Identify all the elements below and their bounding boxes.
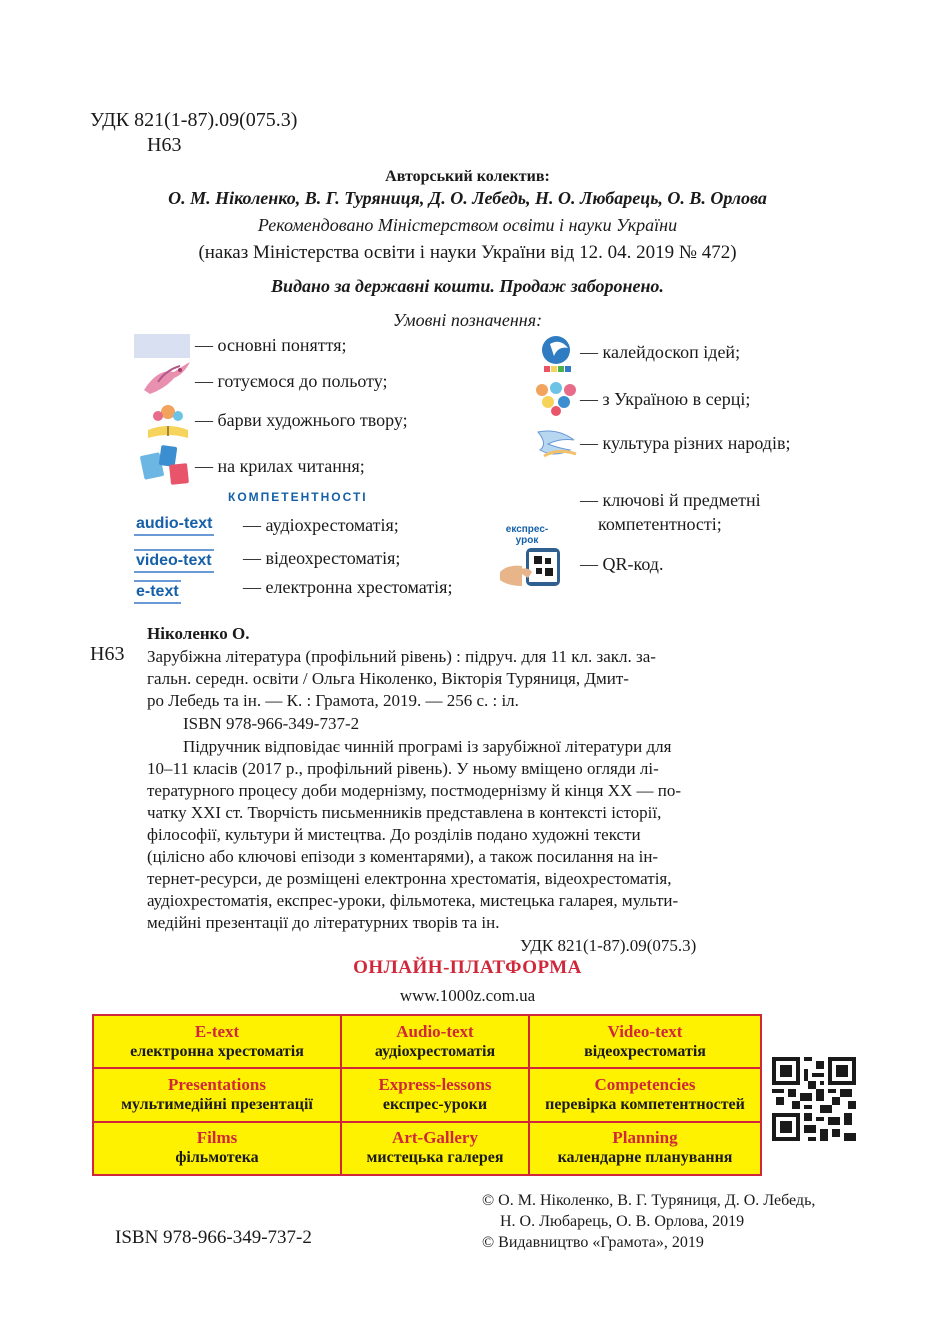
abstract-line: Підручник відповідає чинній програмі із зарубіжної літератури для (183, 737, 672, 756)
audio-text-badge: audio-text (134, 514, 214, 536)
legend-label-video: — відеохрестоматія; (243, 548, 401, 568)
platform-cell-competencies[interactable]: Competencies перевірка компетентностей (529, 1068, 761, 1121)
udk-code: УДК 821(1-87).09(075.3) (90, 109, 298, 131)
abstract-line: тернет-ресурси, де розміщені електронна хрестоматія, відеохрестоматія, (147, 869, 672, 888)
abstract-line: 10–11 класів (2017 р., профільний рівень). У ньому вміщено огляди лі- (147, 759, 659, 778)
author-index: Н63 (147, 134, 182, 156)
phone-hand-icon (498, 546, 572, 588)
legend-title: Умовні позначення: (392, 310, 543, 330)
platform-cell-etext[interactable]: E-text електронна хрестоматія (93, 1015, 341, 1068)
platform-cell-audio[interactable]: Audio-text аудіохрестоматія (341, 1015, 529, 1068)
platform-cell-presentations[interactable]: Presentations мультимедійні презентації (93, 1068, 341, 1121)
platform-grid (92, 1014, 762, 1176)
biblio-index: Н63 (90, 643, 125, 665)
legend-label-etext: — електронна хрестоматія; (243, 577, 453, 597)
biblio-line-3: ро Лебедь та ін. — К. : Грамота, 2019. — 256 с. : іл. (147, 691, 519, 710)
authors-list: О. М. Ніколенко, В. Г. Туряниця, Д. О. Лебедь, Н. О. Любарець, О. В. Орлова (168, 188, 767, 208)
legend-label-ukraine: — з Україною в серці; (580, 389, 751, 409)
qr-code-icon[interactable] (772, 1057, 856, 1141)
biblio-line-1: Зарубіжна література (профільний рівень) : підруч. для 11 кл. закл. за- (147, 647, 656, 666)
legend-label-concepts: — основні поняття; (195, 335, 347, 355)
crane-icon (140, 360, 192, 400)
abstract-line: філософії, культури й мистецтва. До розділів подано художні тексти (147, 825, 641, 844)
biblio-udk: УДК 821(1-87).09(075.3) (520, 936, 697, 955)
flower-book-icon (144, 400, 192, 442)
copyright-authors: © О. М. Ніколенко, В. Г. Туряниця, Д. О. Лебедь, (482, 1192, 816, 1209)
video-text-badge: video-text (134, 549, 214, 573)
biblio-isbn: ISBN 978-966-349-737-2 (183, 714, 360, 733)
legend-label-audio: — аудіохрестоматія; (243, 515, 399, 535)
heart-flowers-icon (534, 380, 580, 416)
abstract-line: (цілісно або ключові епізоди з коментарями), а також посилання на ін- (147, 847, 659, 866)
abstract-line: чатку ХХІ ст. Творчість письменників представлена в контексті історії, (147, 803, 662, 822)
biblio-author: Ніколенко О. (147, 624, 250, 643)
abstract-line: аудіохрестоматія, експрес-уроки, фільмотека, мистецька галарея, мульти- (147, 891, 679, 910)
legend-label-kaleidoscope: — калейдоскоп ідей; (580, 342, 741, 362)
platform-title: ОНЛАЙН-ПЛАТФОРМА (353, 957, 582, 978)
legend-label-reading: — на крилах читання; (195, 456, 365, 476)
express-lesson-badge: експрес- урок (505, 524, 549, 546)
platform-cell-gallery[interactable]: Art-Gallery мистецька галерея (341, 1122, 529, 1175)
authors-title: Авторський колектив: (385, 168, 550, 185)
platform-cell-films[interactable]: Films фільмотека (93, 1122, 341, 1175)
platform-cell-planning[interactable]: Planning календарне планування (529, 1122, 761, 1175)
competencies-strip: КОМПЕТЕНТНОСТІ (228, 490, 368, 504)
biblio-line-2: гальн. середн. освіти / Ольга Ніколенко, Вікторія Туряниця, Дмит- (147, 669, 629, 688)
legend-label-colors: — барви художнього твору; (195, 410, 408, 430)
ministry-order: (наказ Міністерства освіти і науки України від 12. 04. 2019 № 472) (198, 242, 737, 263)
kaleidoscope-icon (540, 334, 576, 374)
e-text-badge: e-text (134, 580, 181, 604)
free-distribution-note: Видано за державні кошти. Продаж заборонено. (271, 276, 664, 296)
highlight-box (134, 334, 190, 358)
copyright-authors-2: Н. О. Любарець, О. В. Орлова, 2019 (500, 1213, 745, 1230)
recommendation: Рекомендовано Міністерством освіти і науки України (257, 215, 678, 235)
platform-cell-video[interactable]: Video-text відеохрестоматія (529, 1015, 761, 1068)
abstract-line: тературного процесу доби модернізму, постмодернізму й кінця ХХ — по- (147, 781, 682, 800)
legend-label-competencies-2: компетентності; (598, 514, 722, 534)
flying-books-icon (140, 444, 192, 488)
legend-label-cultures: — культура різних народів; (580, 433, 791, 453)
legend-label-qr: — QR-код. (580, 554, 664, 574)
platform-cell-express[interactable]: Express-lessons експрес-уроки (341, 1068, 529, 1121)
copyright-publisher: © Видавництво «Грамота», 2019 (482, 1234, 704, 1251)
footer-isbn: ISBN 978-966-349-737-2 (115, 1227, 312, 1248)
platform-url[interactable]: www.1000z.com.ua (399, 986, 536, 1005)
legend-label-competencies: — ключові й предметні (580, 490, 761, 510)
wings-icon (534, 424, 580, 464)
abstract-line: медійні презентації до літературних творів та ін. (147, 913, 500, 932)
legend-label-flight: — готуємося до польоту; (195, 371, 388, 391)
